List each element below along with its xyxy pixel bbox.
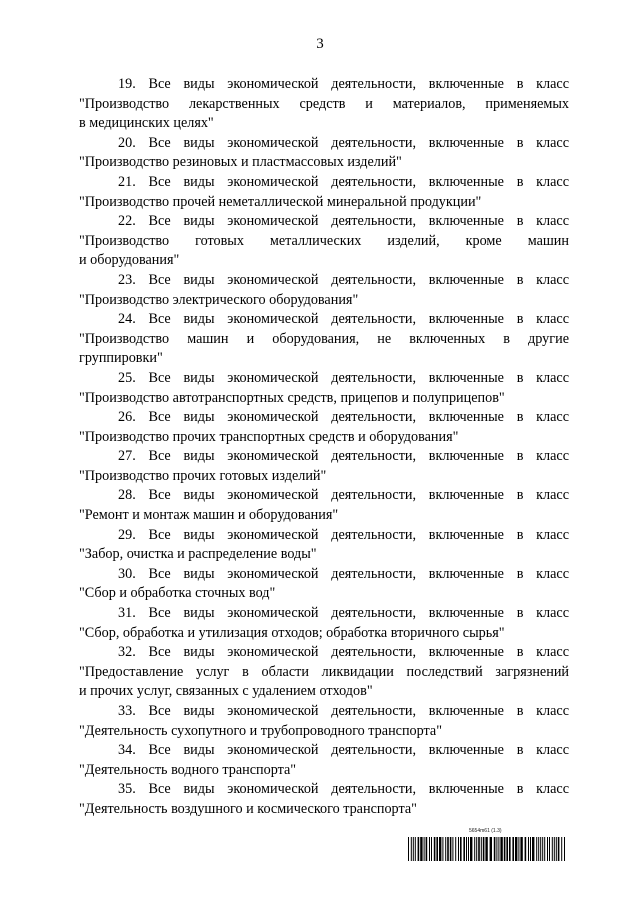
barcode-bar xyxy=(460,837,462,861)
barcode-bar xyxy=(547,837,548,861)
list-item xyxy=(79,741,569,780)
item-text-line: "Сбор, обработка и утилизация отходов; обработка вторичного сырья" xyxy=(79,624,505,641)
barcode-bar xyxy=(426,837,428,861)
item-heading-line: 23. Все виды экономической деятельности, включенные в класс xyxy=(118,271,569,288)
barcode-bar xyxy=(552,837,553,861)
item-text-line: "Деятельность сухопутного и трубопроводного транспорта" xyxy=(79,722,443,739)
barcode-bar xyxy=(481,837,482,861)
list-item xyxy=(79,75,569,134)
barcode-bar xyxy=(463,837,465,861)
item-text-line: в медицинских целях" xyxy=(79,115,214,132)
barcode-bar xyxy=(408,837,409,861)
barcode-bar xyxy=(525,837,527,861)
barcode-bar xyxy=(424,837,425,861)
item-text-line: "Производство лекарственных средств и материалов, применяемых xyxy=(79,95,569,112)
barcode-bar xyxy=(447,837,449,861)
item-text-line: "Забор, очистка и распределение воды" xyxy=(79,546,317,563)
item-text-line: "Производство электрического оборудования" xyxy=(79,291,359,308)
item-list xyxy=(79,75,569,820)
barcode-bar xyxy=(549,837,550,861)
barcode-bar xyxy=(478,837,480,861)
barcode-bar xyxy=(515,837,517,861)
barcode-bar xyxy=(528,837,529,861)
list-item xyxy=(79,173,569,212)
list-item xyxy=(79,604,569,643)
barcode-bar xyxy=(476,837,477,861)
barcode-bar xyxy=(542,837,543,861)
barcode-bar xyxy=(458,837,459,861)
list-item xyxy=(79,780,569,819)
barcode-bar xyxy=(532,837,534,861)
barcode-bar xyxy=(520,837,522,861)
barcode-bar xyxy=(466,837,467,861)
item-heading-line: 24. Все виды экономической деятельности, включенные в класс xyxy=(118,311,569,328)
barcode-bar xyxy=(530,837,531,861)
barcode-bar xyxy=(413,837,414,861)
list-item xyxy=(79,702,569,741)
item-text-line: и оборудования" xyxy=(79,252,180,269)
barcode-bar xyxy=(420,837,422,861)
list-item xyxy=(79,565,569,604)
item-heading-line: 19. Все виды экономической деятельности, включенные в класс xyxy=(118,76,569,92)
barcode-bar xyxy=(556,837,557,861)
barcode-bar xyxy=(536,837,537,861)
list-item xyxy=(79,447,569,486)
item-heading-line: 30. Все виды экономической деятельности, включенные в класс xyxy=(118,565,569,582)
barcode-bar xyxy=(500,837,502,861)
barcode-bar xyxy=(504,837,506,861)
item-text-line: "Деятельность водного транспорта" xyxy=(79,761,297,778)
barcode-bar xyxy=(470,837,472,861)
barcode-bar xyxy=(418,837,420,861)
item-text-line: "Деятельность воздушного и космического транспорта" xyxy=(79,800,417,817)
list-item xyxy=(79,486,569,525)
barcode-bar xyxy=(561,837,562,861)
list-item xyxy=(79,369,569,408)
barcode-bar xyxy=(429,837,430,861)
list-item xyxy=(79,134,569,173)
barcode-bar xyxy=(544,837,545,861)
barcode-bar xyxy=(512,837,514,861)
item-text-line: "Ремонт и монтаж машин и оборудования" xyxy=(79,507,339,524)
barcode-bar xyxy=(439,837,441,861)
barcode-bar xyxy=(474,837,475,861)
list-item xyxy=(79,643,569,702)
item-heading-line: 28. Все виды экономической деятельности, включенные в класс xyxy=(118,487,569,504)
barcode-bar xyxy=(452,837,453,861)
barcode-bar xyxy=(540,837,541,861)
item-heading-line: 32. Все виды экономической деятельности, включенные в класс xyxy=(118,644,569,661)
barcode-bar xyxy=(434,837,436,861)
list-item xyxy=(79,526,569,565)
item-heading-line: 21. Все виды экономической деятельности, включенные в класс xyxy=(118,173,569,190)
item-heading-line: 33. Все виды экономической деятельности, включенные в класс xyxy=(118,703,569,719)
barcode-bar xyxy=(411,837,412,861)
item-heading-line: 22. Все виды экономической деятельности, включенные в класс xyxy=(118,213,569,230)
barcode-bar xyxy=(558,837,560,861)
barcode-bar xyxy=(490,837,492,861)
item-heading-line: 25. Все виды экономической деятельности, включенные в класс xyxy=(118,369,569,386)
barcode-bar xyxy=(483,837,485,861)
barcode-bar xyxy=(468,837,469,861)
item-text-line: "Предоставление услуг в области ликвидации последствий загрязнений xyxy=(79,663,569,680)
barcode-bar xyxy=(494,837,496,861)
item-text-line: "Производство прочих готовых изделий" xyxy=(79,467,327,484)
item-text-line: группировки" xyxy=(79,350,163,367)
barcode-bar xyxy=(554,837,555,861)
barcode-bar xyxy=(445,837,446,861)
list-item xyxy=(79,212,569,271)
barcode-bar xyxy=(518,837,519,861)
item-heading-line: 27. Все виды экономической деятельности, включенные в класс xyxy=(118,448,569,465)
list-item xyxy=(79,271,569,310)
list-item xyxy=(79,408,569,447)
item-heading-line: 31. Все виды экономической деятельности, включенные в класс xyxy=(118,605,569,622)
document-code: 5654m61 (1.3) xyxy=(469,828,502,834)
item-text-line: "Производство прочих транспортных средств и оборудования" xyxy=(79,428,459,445)
item-text-line: "Сбор и обработка сточных вод" xyxy=(79,585,276,602)
barcode-bar xyxy=(431,837,432,861)
barcode-bar xyxy=(498,837,499,861)
barcode-bar xyxy=(509,837,511,861)
barcode-bar xyxy=(415,837,416,861)
list-item xyxy=(79,310,569,369)
item-heading-line: 29. Все виды экономической деятельности, включенные в класс xyxy=(118,526,569,543)
barcode-bar xyxy=(455,837,456,861)
item-heading-line: 20. Все виды экономической деятельности, включенные в класс xyxy=(118,134,569,151)
item-heading-line: 34. Все виды экономической деятельности, включенные в класс xyxy=(118,742,569,759)
barcode-bar xyxy=(442,837,443,861)
item-text-line: "Производство готовых металлических изделий, кроме машин xyxy=(79,232,569,249)
item-text-line: "Производство машин и оборудования, не включенных в другие xyxy=(79,330,569,347)
barcode-bar xyxy=(450,837,452,861)
item-text-line: "Производство прочей неметаллической минеральной продукции" xyxy=(79,193,482,210)
item-heading-line: 26. Все виды экономической деятельности, включенные в класс xyxy=(118,409,569,426)
barcode-bar xyxy=(564,837,565,861)
item-heading-line: 35. Все виды экономической деятельности, включенные в класс xyxy=(118,781,569,798)
item-text-line: и прочих услуг, связанных с удалением отходов" xyxy=(79,683,373,700)
page-number: 3 xyxy=(316,36,324,52)
barcode-bar xyxy=(485,837,487,861)
barcode xyxy=(408,837,565,861)
barcode-bar xyxy=(496,837,497,861)
item-text-line: "Производство резиновых и пластмассовых изделий" xyxy=(79,154,402,171)
barcode-bar xyxy=(506,837,508,861)
barcode-bar xyxy=(538,837,539,861)
item-text-line: "Производство автотранспортных средств, прицепов и полуприцепов" xyxy=(79,389,505,406)
barcode-bar xyxy=(436,837,438,861)
